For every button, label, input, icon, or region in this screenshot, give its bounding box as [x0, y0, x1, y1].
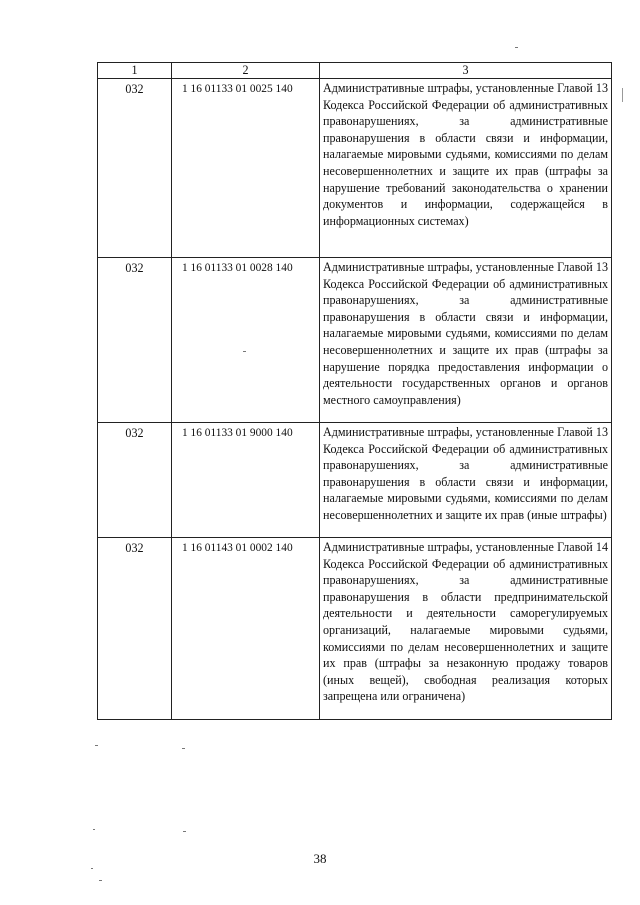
kbk-code-cell: 1 16 01133 01 0028 140: [172, 258, 320, 423]
table-row: [98, 258, 612, 423]
scan-artifact: [91, 868, 93, 869]
table-row: [98, 423, 612, 538]
scan-artifact: [622, 88, 623, 102]
description-cell: Административные штрафы, установленные Главой 14 Кодекса Российской Федерации об административных правонарушениях, за административные правонарушения в области предпринимательской деятельности и деятельности саморегулируемых организаций, налагаемые мировыми судьями, комиссиями по делам несовершеннолетних и защите их прав (штрафы за незаконную продажу товаров (иных вещей), свободная реализация которых запрещена или ограничена): [320, 538, 612, 720]
admin-code-cell: 032: [98, 423, 172, 538]
scan-artifact: [243, 351, 246, 352]
column-number-row: [98, 63, 612, 79]
description-cell: Административные штрафы, установленные Главой 13 Кодекса Российской Федерации об административных правонарушениях, за административные правонарушения в области связи и информации, налагаемые мировыми судьями, комиссиями по делам несовершеннолетних и защите их прав (штрафы за нарушение порядка предоставления информации о деятельности государственных органов и органов местного самоуправления): [320, 258, 612, 423]
table-row: [98, 79, 612, 258]
description-cell: Административные штрафы, установленные Главой 13 Кодекса Российской Федерации об административных правонарушениях, за административные правонарушения в области связи и информации, налагаемые мировыми судьями, комиссиями по делам несовершеннолетних и защите их прав (иные штрафы): [320, 423, 612, 538]
scan-artifact: [95, 745, 98, 746]
column-number-1: 1: [98, 63, 172, 79]
admin-code-cell: 032: [98, 79, 172, 258]
column-number-2: 2: [172, 63, 320, 79]
scan-artifact: [182, 748, 185, 749]
table-row: [98, 538, 612, 720]
column-number-3: 3: [320, 63, 612, 79]
scan-artifact: [183, 831, 186, 832]
kbk-code-cell: 1 16 01133 01 9000 140: [172, 423, 320, 538]
admin-code-cell: 032: [98, 258, 172, 423]
budget-codes-table: [97, 62, 612, 720]
scan-artifact: [99, 880, 102, 881]
admin-code-cell: 032: [98, 538, 172, 720]
scan-artifact: [93, 829, 95, 830]
description-cell: Административные штрафы, установленные Главой 13 Кодекса Российской Федерации об административных правонарушениях, за административные правонарушения в области связи и информации, налагаемые мировыми судьями, комиссиями по делам несовершеннолетних и защите их прав (штрафы за нарушение требований законодательства о хранении документов и информации, содержащейся в информационных системах): [320, 79, 612, 258]
page-number: 38: [313, 851, 327, 866]
scan-artifact: [515, 47, 518, 48]
kbk-code-cell: 1 16 01133 01 0025 140: [172, 79, 320, 258]
kbk-code-cell: 1 16 01143 01 0002 140: [172, 538, 320, 720]
